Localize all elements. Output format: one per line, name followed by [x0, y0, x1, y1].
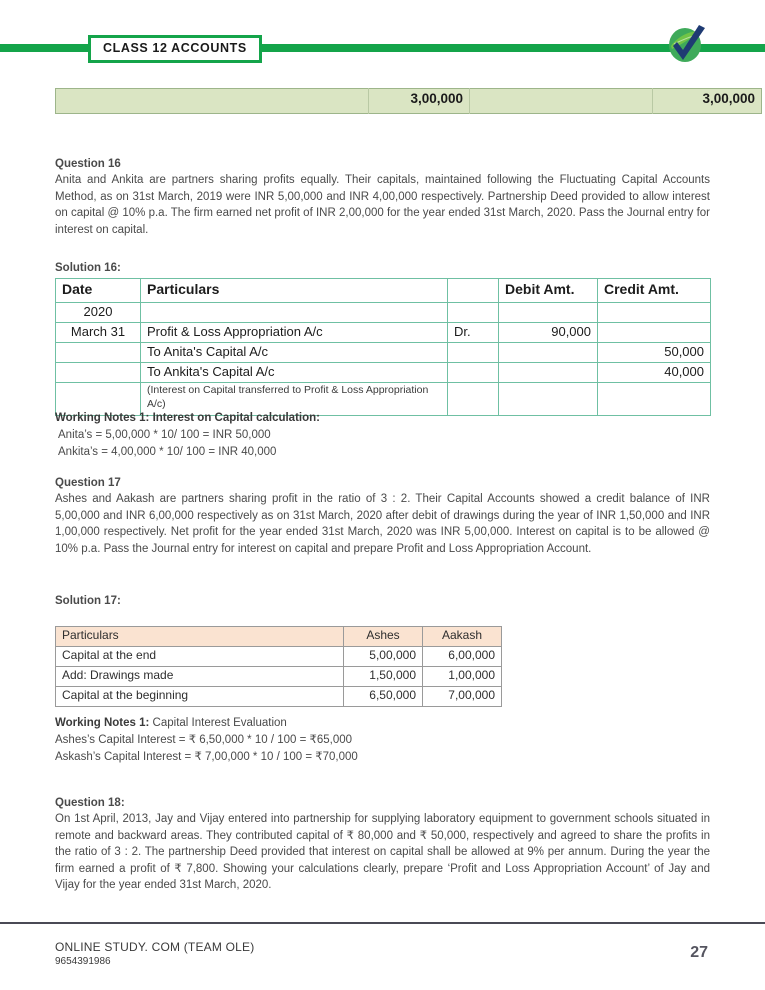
working-notes-line-1: Ashes’s Capital Interest = ₹ 6,50,000 * 10 / 100 = ₹65,000	[55, 734, 353, 746]
question-18-body: On 1st April, 2013, Jay and Vijay entered into partnership for supplying laboratory equipment to government schools situated in remote and backward areas. They contributed capital of ₹ 80,000 and ₹ 50,000, respectively and agreed to share the profits in the ratio of 3 : 2. The partnership Deed provided that interest on capital shall be allowed at 9% per annum. During the year the firm earned a profit of ₹ 7,800. Showing your calculations clearly, prepare ‘Profit and Loss Appropriation Account’ of Jay and Vijay for the year ended 31st March, 2020.	[55, 813, 710, 892]
class-badge: CLASS 12 ACCOUNTS	[88, 35, 262, 63]
question-16-heading: Question 16	[55, 158, 121, 170]
question-16-body: Anita and Ankita are partners sharing profits equally. Their capitals, maintained following the Fluctuating Capital Accounts Method, as on 31st March, 2019 were INR 5,00,000 and INR 4,00,000 respectively. Partnership Deed provided to allow interest on capital @ 10% p.a. The firm earned net profit of INR 2,00,000 for the year ended 31st March, 2020. Pass the Journal entry for interest on capital.	[55, 174, 710, 236]
page-footer	[0, 922, 765, 990]
cell-date: March 31	[56, 323, 141, 343]
cell-debit	[499, 363, 598, 383]
col-date: Date	[56, 279, 141, 303]
footer-divider	[0, 922, 765, 924]
cell-particulars: Capital at the beginning	[56, 687, 344, 707]
solution-17-block	[55, 595, 710, 611]
question-16-block	[55, 158, 710, 238]
cell-ashes: 6,50,000	[344, 687, 423, 707]
capital-table-head	[56, 627, 502, 647]
cell-credit: 40,000	[598, 363, 711, 383]
page-header	[0, 0, 765, 78]
leaf-check-logo-icon	[664, 24, 710, 68]
cell-credit	[598, 323, 711, 343]
working-notes-title: Working Notes 1:	[55, 412, 150, 424]
cell-credit	[598, 303, 711, 323]
solution-17-heading: Solution 17:	[55, 595, 121, 607]
col-particulars: Particulars	[141, 279, 448, 303]
cell-particulars: Capital at the end	[56, 647, 344, 667]
cell-debit	[499, 343, 598, 363]
cell-debit: 90,000	[499, 323, 598, 343]
cell-particulars	[141, 303, 448, 323]
cell-particulars: Add: Drawings made	[56, 667, 344, 687]
question-17-body: Ashes and Aakash are partners sharing profit in the ratio of 3 : 2. Their Capital Accounts showed a credit balance of INR 5,00,000 and INR 6,00,000 respectively as on 31st March, 2020 after debit of drawings during the year of INR 1,50,000 and INR 1,00,000 respectively. Net profit for the year ended 31st March, 2020 was INR 5,00,000. Interest on capital is to be allowed @ 10% p.a. Pass the Journal entry for interest on capital and prepare Profit and Loss Appropriation Account.	[55, 493, 710, 555]
col-ashes: Ashes	[344, 627, 423, 647]
col-debit-amount: Debit Amt.	[499, 279, 598, 303]
journal-entry-table	[55, 278, 711, 416]
table-row	[56, 647, 502, 667]
working-notes-title-line	[55, 715, 710, 732]
cell-aakash: 1,00,000	[423, 667, 502, 687]
working-notes-line-2: Ankita’s = 4,00,000 * 10/ 100 = INR 40,000	[58, 446, 277, 458]
working-notes-subtitle: Interest on Capital calculation:	[152, 412, 320, 424]
table-row	[56, 687, 502, 707]
cell-lf	[448, 343, 499, 363]
journal-table-head	[56, 279, 711, 303]
cell-date	[56, 343, 141, 363]
carry-cell-blank-left	[56, 89, 369, 114]
working-notes-line-2: Askash’s Capital Interest = ₹ 7,00,000 * 10 / 100 = ₹70,000	[55, 751, 358, 763]
cell-particulars: To Ankita's Capital A/c	[141, 363, 448, 383]
cell-lf	[448, 363, 499, 383]
cell-ashes: 5,00,000	[344, 647, 423, 667]
cell-particulars: To Anita's Capital A/c	[141, 343, 448, 363]
table-row	[56, 323, 711, 343]
col-aakash: Aakash	[423, 627, 502, 647]
working-notes-subtitle: Capital Interest Evaluation	[149, 717, 287, 729]
table-row	[56, 343, 711, 363]
table-row	[56, 89, 762, 114]
capital-reconstruction-table	[55, 626, 502, 707]
cell-ashes: 1,50,000	[344, 667, 423, 687]
cell-lf	[448, 303, 499, 323]
cell-aakash: 6,00,000	[423, 647, 502, 667]
table-header-row	[56, 279, 711, 303]
cell-narration: (Interest on Capital transferred to Profit & Loss Appropriation A/c)	[141, 383, 448, 416]
cell-date	[56, 363, 141, 383]
solution-16-block	[55, 262, 710, 416]
cell-credit: 50,000	[598, 343, 711, 363]
question-17-block	[55, 477, 710, 557]
question-17-heading: Question 17	[55, 477, 121, 489]
cell-debit	[499, 303, 598, 323]
working-notes-title-line	[55, 410, 710, 427]
working-notes-line-1: Anita’s = 5,00,000 * 10/ 100 = INR 50,000	[58, 429, 271, 441]
question-18-block	[55, 797, 710, 894]
capital-table-body	[56, 647, 502, 707]
table-row	[56, 667, 502, 687]
col-lf	[448, 279, 499, 303]
cell-date: 2020	[56, 303, 141, 323]
col-particulars: Particulars	[56, 627, 344, 647]
carry-over-total-table	[55, 88, 762, 114]
cell-particulars: Profit & Loss Appropriation A/c	[141, 323, 448, 343]
table-row	[56, 303, 711, 323]
col-credit-amount: Credit Amt.	[598, 279, 711, 303]
carry-cell-blank-right	[470, 89, 653, 114]
table-header-row	[56, 627, 502, 647]
solution-16-heading: Solution 16:	[55, 262, 121, 274]
carry-cell-debit-total: 3,00,000	[369, 89, 470, 114]
cell-aakash: 7,00,000	[423, 687, 502, 707]
journal-table-body	[56, 303, 711, 416]
solution-16-working-notes	[55, 410, 710, 461]
working-notes-title: Working Notes 1:	[55, 717, 150, 729]
page-number: 27	[690, 944, 708, 961]
footer-brand: ONLINE STUDY. COM (TEAM OLE)	[55, 940, 255, 954]
footer-phone: 9654391986	[55, 956, 111, 967]
carry-cell-credit-total: 3,00,000	[653, 89, 762, 114]
solution-17-working-notes	[55, 715, 710, 766]
cell-lf: Dr.	[448, 323, 499, 343]
table-row	[56, 363, 711, 383]
question-18-heading: Question 18:	[55, 797, 125, 809]
